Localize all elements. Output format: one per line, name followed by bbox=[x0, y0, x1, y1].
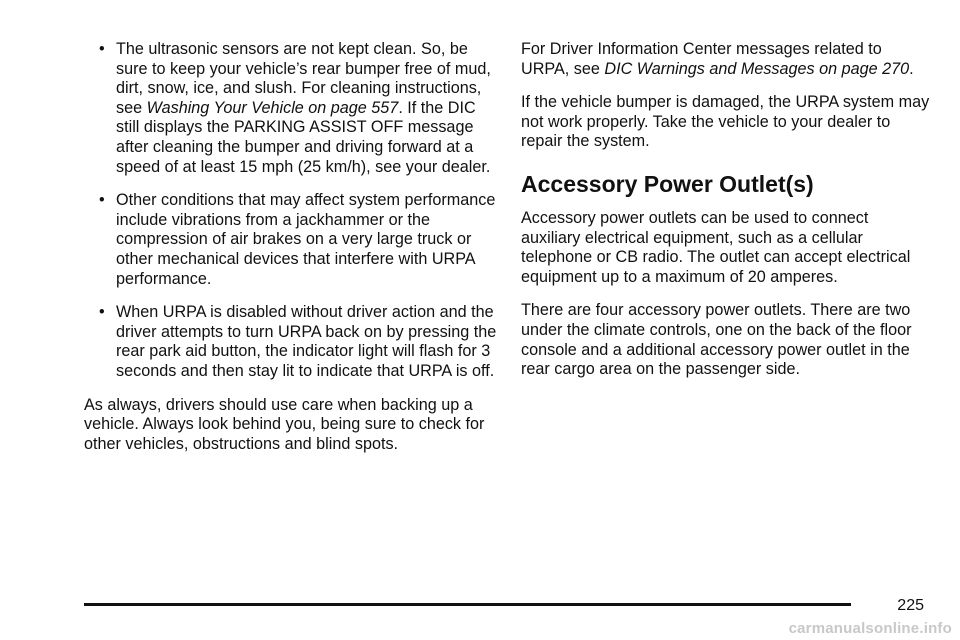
cross-reference-washing: Washing Your Vehicle on page 557 bbox=[146, 98, 399, 117]
bullet-item-urpa-disabled bbox=[84, 303, 500, 381]
section-heading: Accessory Power Outlet(s) bbox=[521, 170, 814, 197]
bullet-text: Other conditions that may affect system performance include vibrations from a jackhammer or the compression of air brakes on a very large truck or other mechanical devices that interfere with URPA performance. bbox=[116, 191, 496, 288]
cross-reference-dic: DIC Warnings and Messages on page 270 bbox=[604, 59, 910, 78]
left-column bbox=[84, 40, 500, 468]
paragraph-text: . bbox=[909, 59, 914, 78]
outlet-paragraph-2: There are four accessory power outlets. There are two under the climate controls, one on the back of the floor console and a additional accessory power outlet in the rear cargo area on the passenger side. bbox=[521, 301, 912, 379]
watermark: carmanualsonline.info bbox=[788, 620, 952, 637]
right-column bbox=[521, 40, 931, 394]
bullet-item-sensors-clean bbox=[84, 40, 500, 177]
bullet-text: When URPA is disabled without driver action and the driver attempts to turn URPA back on by pressing the rear park aid button, the indicator light will flash for 3 seconds and then stay lit to indicate that URPA is off. bbox=[116, 303, 497, 380]
bullet-text: The ultrasonic sensors are not kept clean. So, be sure to keep your vehicle’s rear bumper free of mud, dirt, snow, ice, and slush. For cleaning instructions, see bbox=[116, 40, 491, 117]
page-number: 225 bbox=[897, 597, 924, 614]
dic-paragraph bbox=[521, 40, 931, 79]
footer-rule bbox=[84, 603, 851, 606]
closing-paragraph: As always, drivers should use care when backing up a vehicle. Always look behind you, being sure to check for other vehicles, obstructions and blind spots. bbox=[84, 395, 485, 453]
bullet-item-other-conditions bbox=[84, 191, 500, 289]
paragraph-text: For Driver Information Center messages related to URPA, see bbox=[521, 40, 882, 78]
outlet-paragraph-1: Accessory power outlets can be used to connect auxiliary electrical equipment, such as a cellular telephone or CB radio. The outlet can accept electrical equipment up to a maximum of 20 amperes. bbox=[521, 208, 911, 286]
bumper-paragraph: If the vehicle bumper is damaged, the URPA system may not work properly. Take the vehicle to your dealer to repair the system. bbox=[521, 93, 930, 151]
bullet-text: . If the DIC still displays the PARKING ASSIST OFF message after cleaning the bumper and driving forward at a speed of at least 15 mph (25 km/h), see your dealer. bbox=[116, 98, 491, 176]
